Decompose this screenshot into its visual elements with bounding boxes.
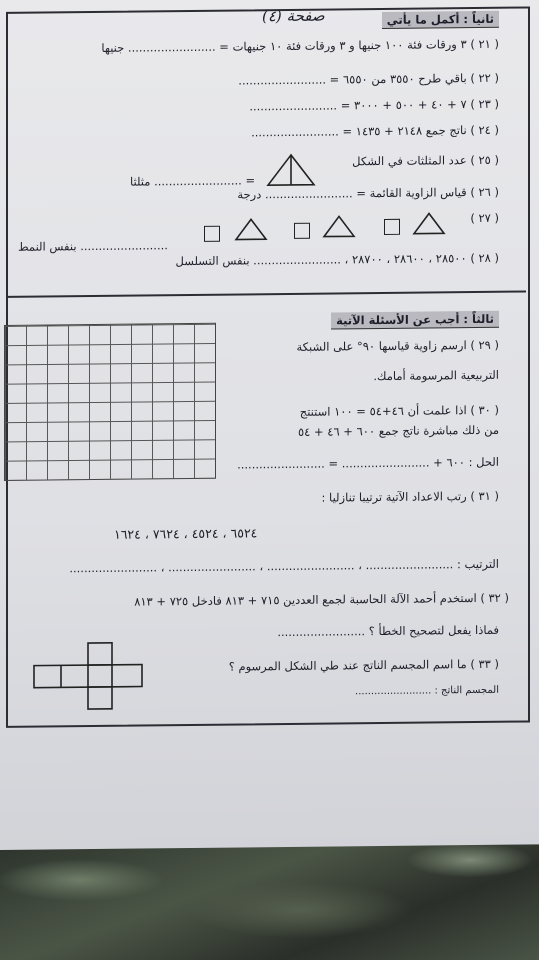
question-32-line2: فماذا يفعل لتصحيح الخطأ ؟ ........................ (277, 622, 499, 640)
triangle-figure-icon (266, 153, 316, 188)
question-24: ( ٢٤ ) ناتج جمع ٢١٤٨ + ١٤٣٥ = ........................ (251, 122, 499, 140)
pattern-triangle-icon (322, 214, 356, 238)
question-27-answer: ........................ بنفس النمط (18, 238, 168, 254)
square-grid[interactable] (4, 323, 216, 481)
question-33-answer: المجسم الناتج : ........................ (355, 684, 499, 698)
page-number-handwritten: صفحة (٤) (262, 6, 325, 26)
pattern-square-icon (204, 226, 220, 242)
question-31-numbers: ٦٥٢٤ ، ٤٥٢٤ ، ٧٦٢٤ ، ١٦٢٤ (114, 525, 258, 542)
question-29-line2: التربيعية المرسومة أمامك. (373, 367, 499, 384)
question-33: ( ٣٣ ) ما اسم المجسم الناتج عند طي الشكل المرسوم ؟ (228, 656, 499, 674)
question-30-line2: من ذلك مباشرة ناتج جمع ٦٠٠ + ٤٦ + ٥٤ (297, 422, 499, 439)
question-29-line1: ( ٢٩ ) ارسم زاوية قياسها ٩٠° على الشبكة (296, 337, 499, 354)
question-32-line1: ( ٣٢ ) استخدم أحمد الآلة الحاسبة لجمع العددين ٧١٥ + ٨١٣ فادخل ٧٢٥ + ٨١٣ (134, 590, 509, 609)
question-27-label: ( ٢٧ ) (470, 210, 499, 226)
question-30-solution: الحل : ٦٠٠ + ........................ = ........................ (237, 454, 499, 472)
pattern-square-icon (384, 219, 400, 235)
pattern-triangle-icon (412, 211, 446, 235)
marble-table-background (0, 840, 539, 960)
question-28: ( ٢٨ ) ٢٨٥٠٠ ، ٢٨٦٠٠ ، ٢٨٧٠٠ ، ........................ بنفس التسلسل (175, 250, 499, 269)
question-30-line1: ( ٣٠ ) اذا علمت أن ٤٦+٥٤ = ١٠٠ استنتج (299, 402, 499, 419)
question-22: ( ٢٢ ) باقي طرح ٣٥٥٠ من ٦٥٥٠ = ........................ (238, 70, 499, 88)
cube-net-icon (32, 638, 144, 713)
question-25-answer: = ........................ مثلثا (130, 173, 256, 189)
pattern-square-icon (294, 223, 310, 239)
question-26: ( ٢٦ ) قياس الزاوية القائمة = ........................ درجة (237, 184, 499, 202)
question-23: ( ٢٣ ) ٧ + ٤٠ + ٥٠٠ + ٣٠٠٠ = ........................ (249, 96, 499, 114)
question-31-order: الترتيب : ........................ ، ........................ ، ........................ ، ........................ (69, 556, 499, 576)
pattern-triangle-icon (234, 217, 268, 241)
question-21: ( ٢١ ) ٣ ورقات فئة ١٠٠ جنيها و ٣ ورقات فئة ١٠ جنيهات = ........................ جنيها (101, 36, 499, 55)
question-31: ( ٣١ ) رتب الاعداد الآتية ترتيبا تنازليا : (321, 488, 499, 505)
section2-title: ثانياً : أكمل ما يأتي (382, 11, 499, 29)
section3-title: ثالثاً : أجب عن الأسئلة الآتية (331, 311, 499, 330)
question-25: ( ٢٥ ) عدد المثلثات في الشكل (352, 152, 499, 169)
